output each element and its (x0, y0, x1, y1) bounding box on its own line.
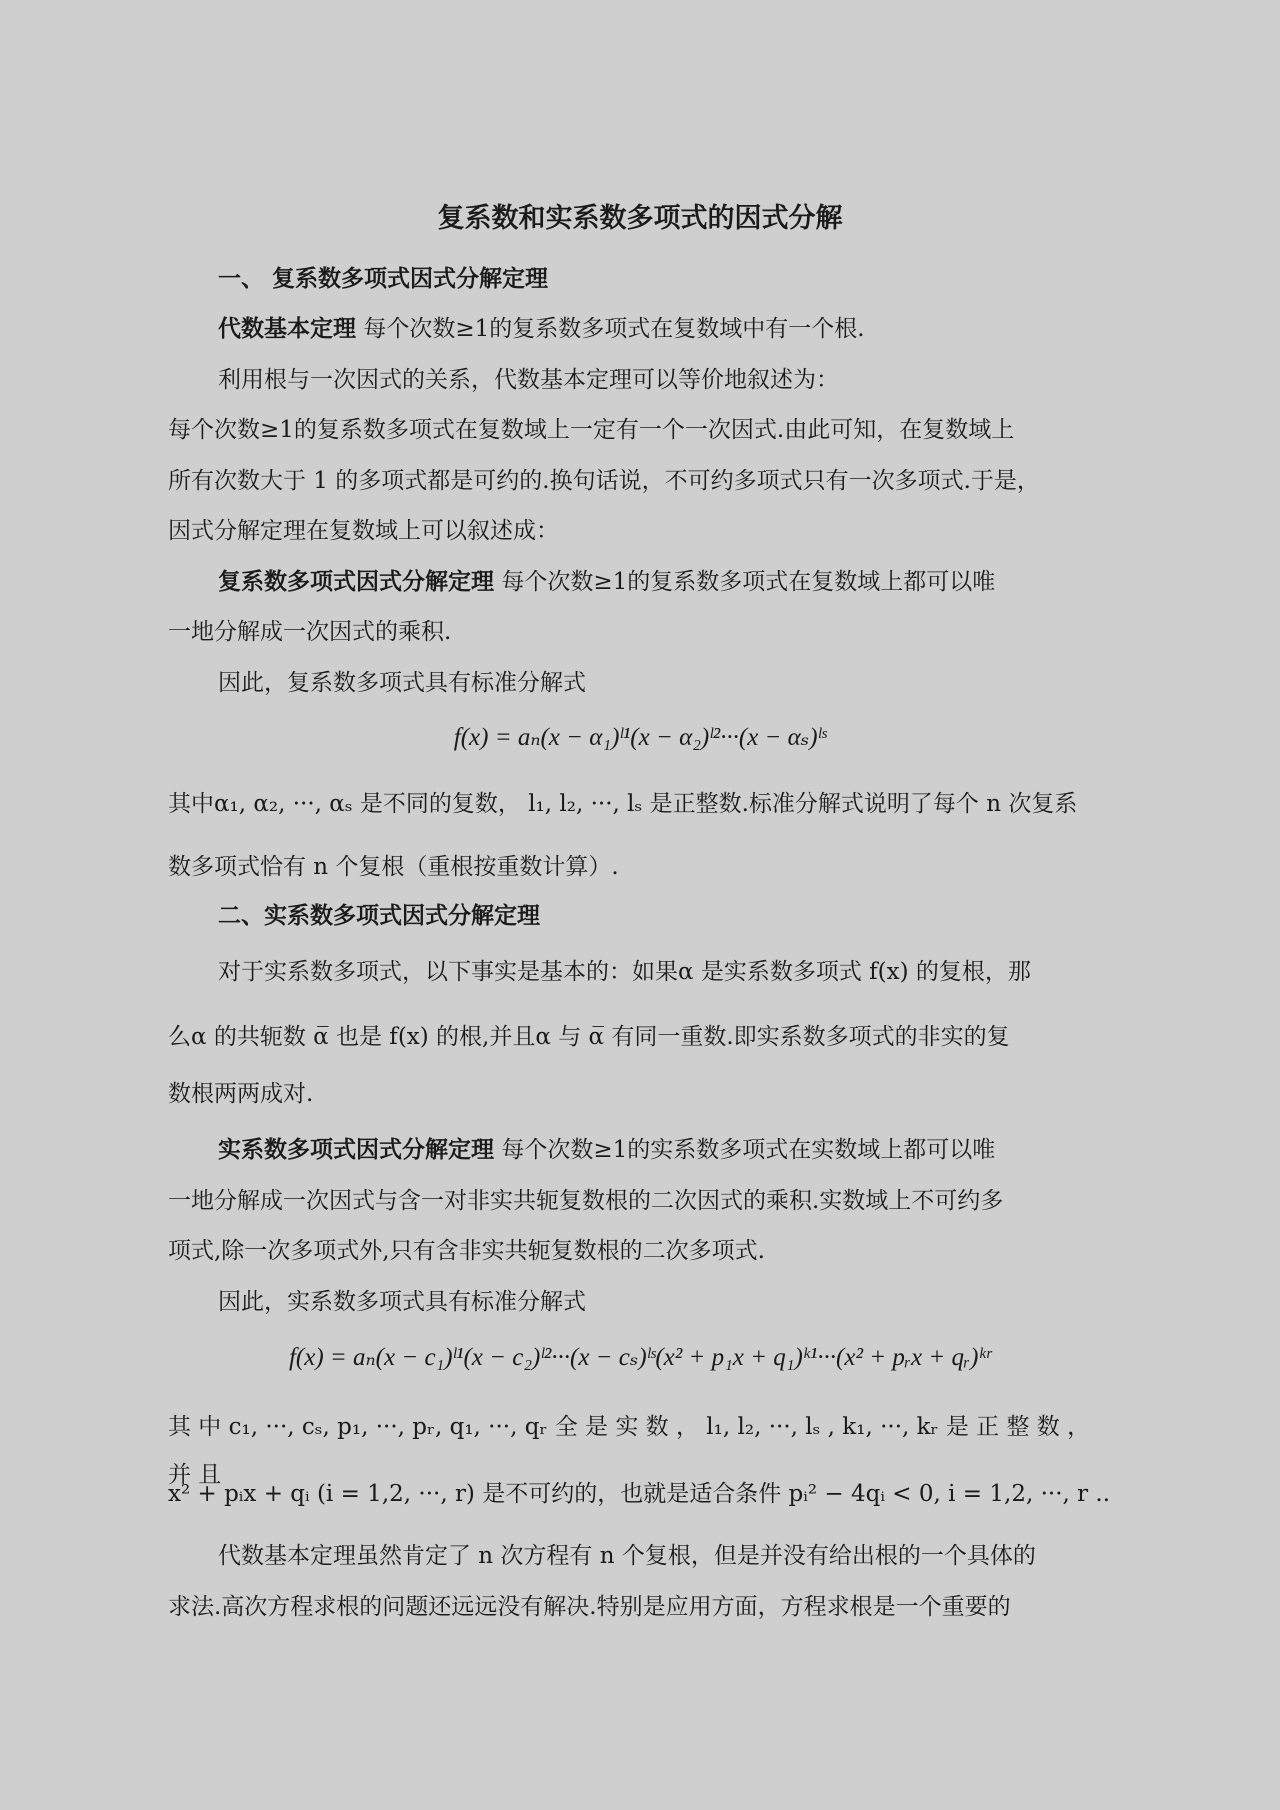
theorem2 (218, 558, 1116, 606)
theorem1-text: 每个次数≥1的复系数多项式在复数域中有一个根. (363, 316, 865, 342)
theorem1 (218, 305, 1116, 353)
section2-para3-line2: x² + pᵢx + qᵢ (i = 1,2, ···, r) 是不可约的，也就是适合条件 pᵢ² − 4qᵢ < 0, i = 1,2, ···, r .. (168, 1481, 1111, 1507)
section2-para2: 因此，实系数多项式具有标准分解式 (218, 1289, 586, 1315)
theorem3 (218, 1126, 1116, 1174)
section1-para1-line2: 每个次数≥1的复系数多项式在复数域上一定有一个一次因式.由此可知，在复数域上 (168, 417, 1015, 443)
theorem3-line2: 一地分解成一次因式与含一对非实共轭复数根的二次因式的乘积.实数域上不可约多 (168, 1188, 1004, 1214)
theorem2-line1: 每个次数≥1的复系数多项式在复数域上都可以唯 (501, 569, 996, 595)
formula-complex-factorization: f(x) = aₙ(x − α₁)ˡ¹(x − α₂)ˡ²···(x − αₛ)ˡˢ (453, 724, 827, 751)
page-title: 复系数和实系数多项式的因式分解 (437, 203, 843, 234)
section2-para4-line2: 求法.高次方程求根的问题还远远没有解决.特别是应用方面，方程求根是一个重要的 (168, 1594, 1011, 1620)
theorem3-line1: 每个次数≥1的实系数多项式在实数域上都可以唯 (501, 1137, 996, 1163)
formula-real-factorization: f(x) = aₙ(x − c₁)ˡ¹(x − c₂)ˡ²···(x − cₛ)ˡˢ(x² + p₁x + q₁)ᵏ¹···(x² + pᵣx + qᵣ)ᵏʳ (288, 1344, 992, 1371)
theorem1-label: 代数基本定理 (218, 316, 356, 342)
section1-para2: 因此，复系数多项式具有标准分解式 (218, 670, 586, 696)
section1-heading: 一、 复系数多项式因式分解定理 (218, 266, 549, 292)
section1-para3-line2: 数多项式恰有 n 个复根（重根按重数计算）. (168, 854, 619, 880)
theorem2-label: 复系数多项式因式分解定理 (218, 569, 494, 595)
section2-para4-line1: 代数基本定理虽然肯定了 n 次方程有 n 个复根，但是并没有给出根的一个具体的 (218, 1543, 1036, 1569)
theorem3-line3: 项式,除一次多项式外,只有含非实共轭复数根的二次多项式. (168, 1238, 765, 1264)
section1-para1-line3: 所有次数大于 1 的多项式都是可约的.换句话说，不可约多项式只有一次多项式.于是， (168, 468, 1040, 494)
section2-para1-line2: 么α 的共轭数 α̅ 也是 f(x) 的根,并且α 与 α̅ 有同一重数.即实系数多项式的非实的复 (168, 1024, 1010, 1050)
section2-para3-line1: 其 中 c₁, ···, cₛ, p₁, ···, pᵣ, q₁, ···, qᵣ 全 是 实 数 ， l₁, l₂, ···, lₛ , k₁, ···, kᵣ 是 正 整 数 ， 并 且 (168, 1414, 1091, 1488)
section1-para1-line4: 因式分解定理在复数域上可以叙述成： (168, 518, 559, 544)
section2-para1-line3: 数根两两成对. (168, 1081, 314, 1107)
section2-heading: 二、实系数多项式因式分解定理 (218, 903, 540, 929)
section2-para1-line1: 对于实系数多项式，以下事实是基本的：如果α 是实系数多项式 f(x) 的复根，那 (218, 959, 1031, 985)
section1-para3-line1: 其中α₁, α₂, ···, αₛ 是不同的复数， l₁, l₂, ···, lₛ 是正整数.标准分解式说明了每个 n 次复系 (168, 791, 1078, 817)
section1-para1-line1: 利用根与一次因式的关系，代数基本定理可以等价地叙述为： (218, 367, 839, 393)
theorem2-line2: 一地分解成一次因式的乘积. (168, 619, 452, 645)
theorem3-label: 实系数多项式因式分解定理 (218, 1137, 494, 1163)
